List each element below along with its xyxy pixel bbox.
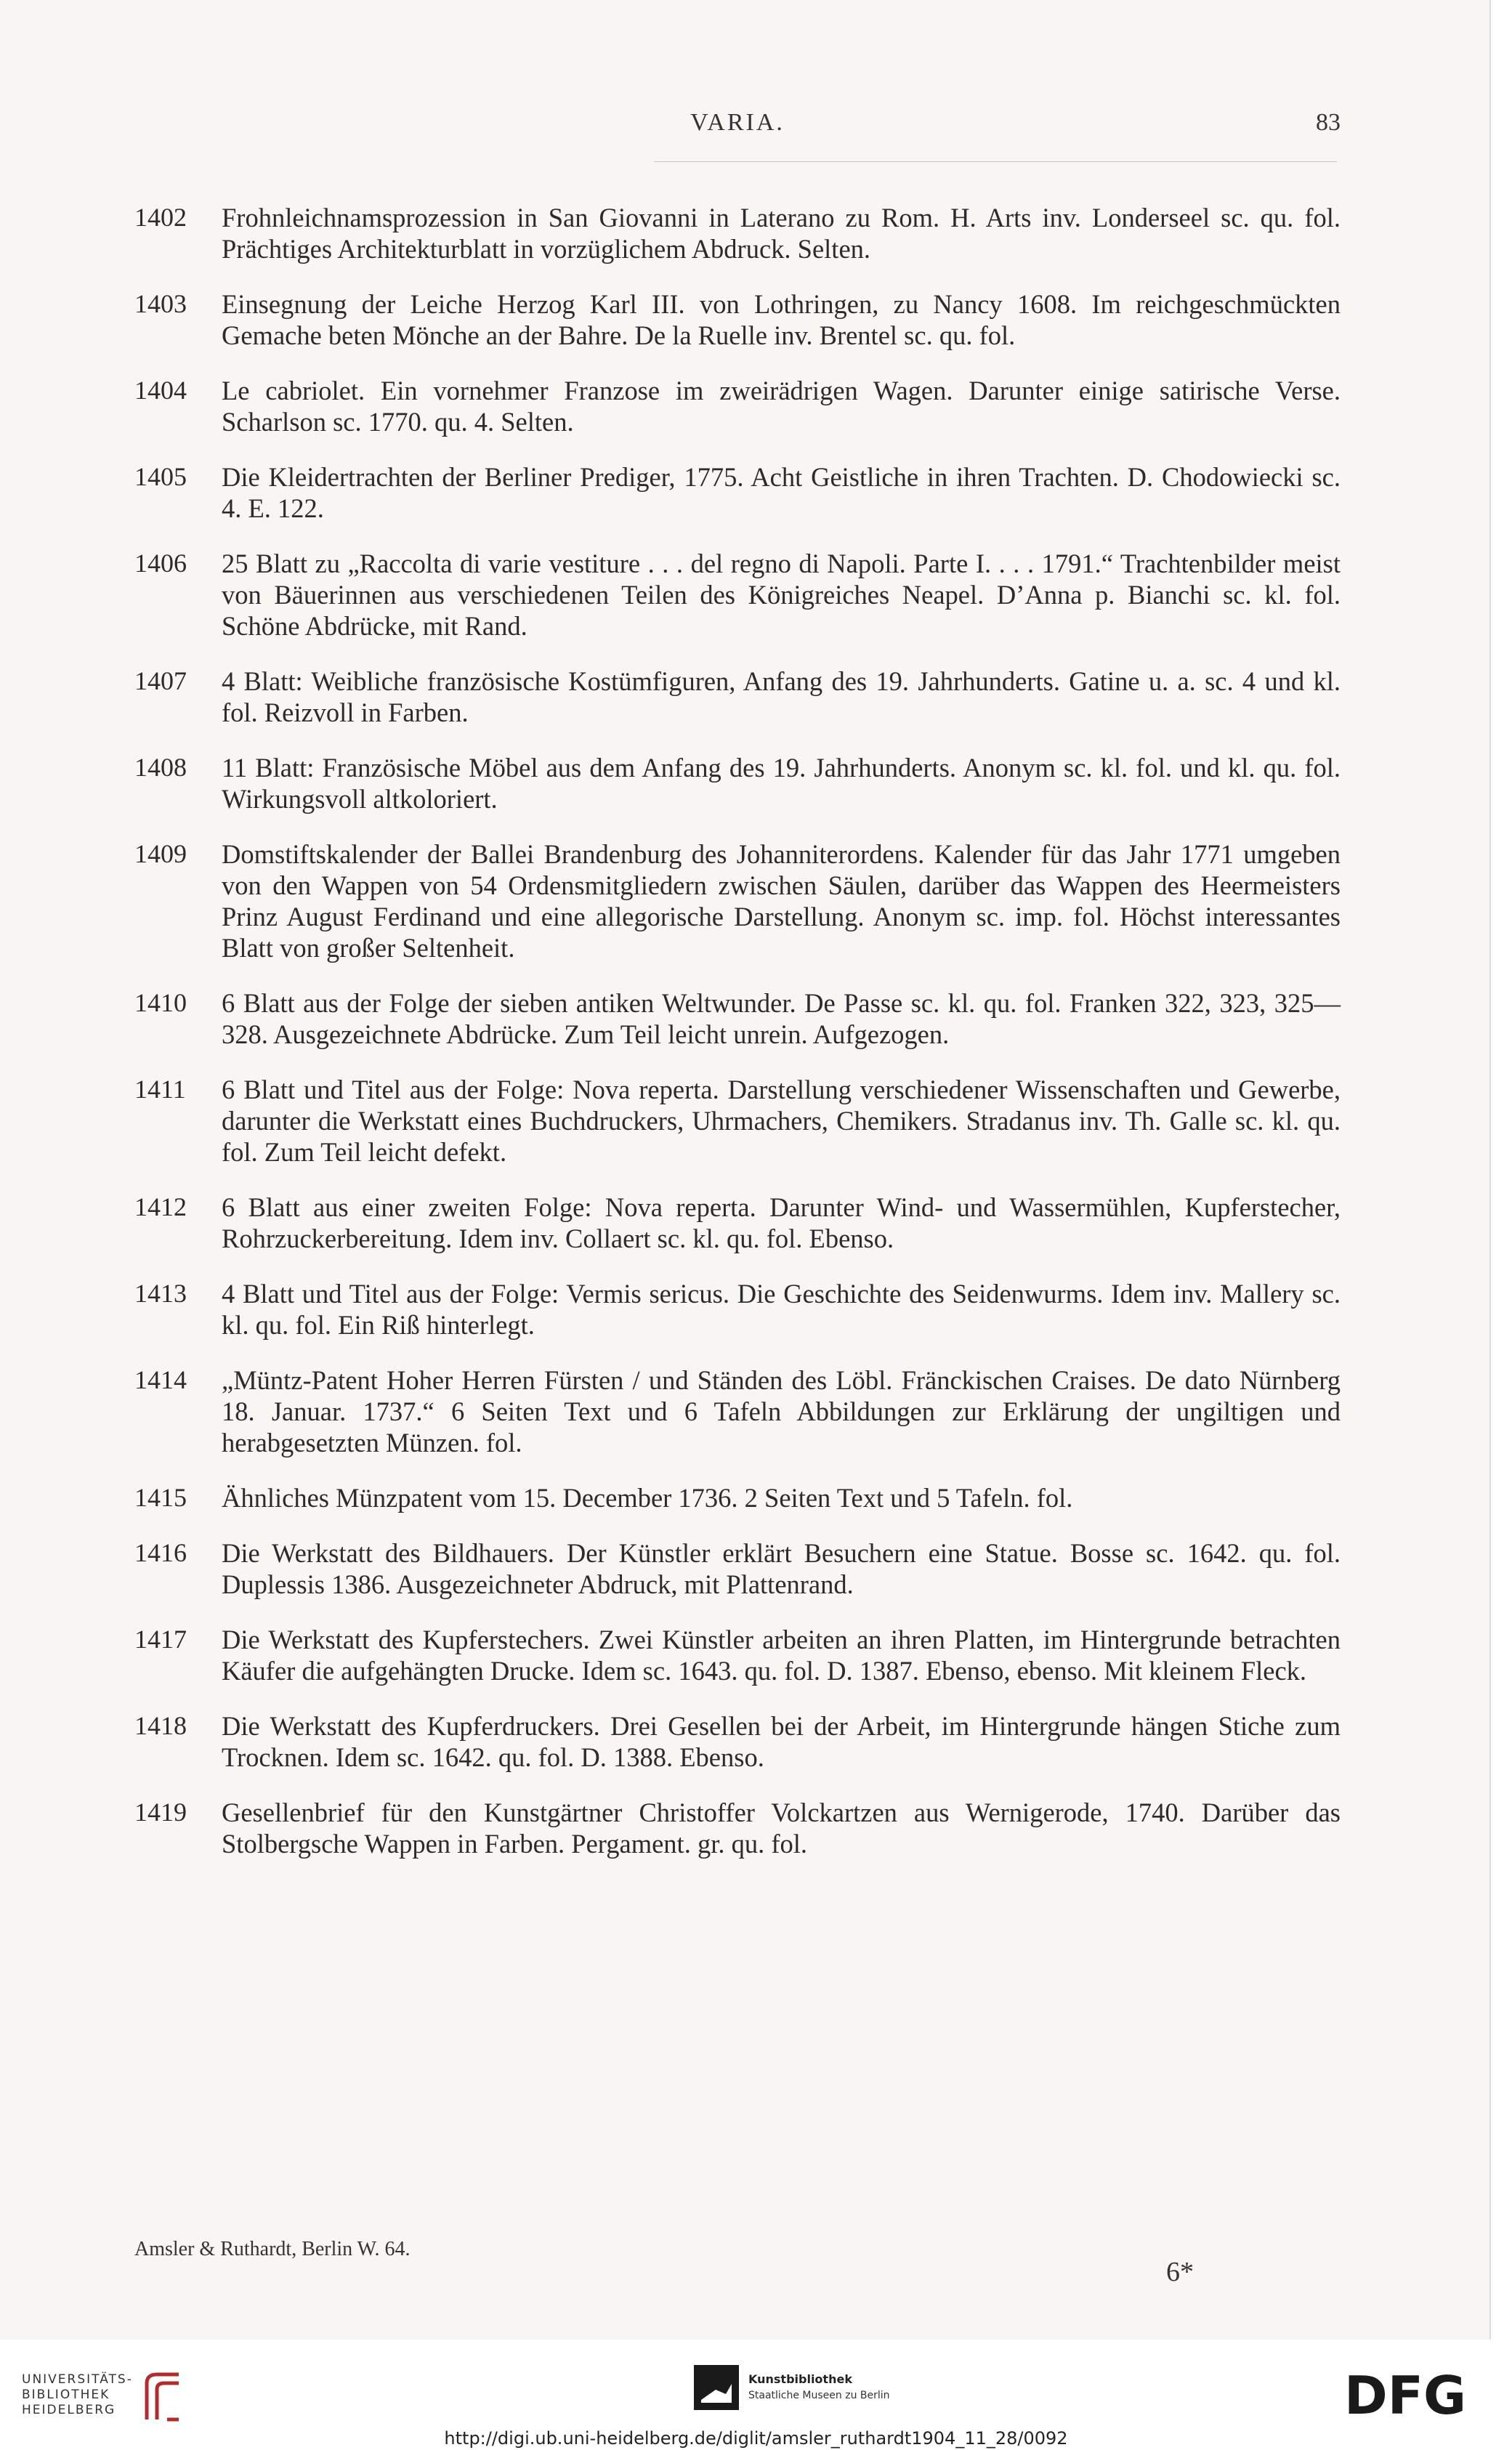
- catalog-entries: [134, 202, 1341, 1883]
- entry-number: 1407: [134, 666, 187, 695]
- dfg-logo[interactable]: [1344, 2369, 1489, 2419]
- entry-text: 6 Blatt und Titel aus der Folge: Nova reperta. Darstellung verschiedener Wissenschaften und Gewerbe, darunter die Werkstatt eines Buchdruckers, Uhrmachers, Chemikers. Stradanus inv. Th. Galle sc. kl. qu. fol. Zum Teil leicht defekt.: [222, 1075, 1341, 1167]
- catalog-entry: [134, 1074, 1341, 1168]
- museum-emblem-icon: [694, 2365, 739, 2410]
- kunstbibliothek-logo[interactable]: [694, 2365, 985, 2416]
- signature-mark: 6*: [1166, 2257, 1194, 2287]
- entry-number: 1406: [134, 549, 187, 578]
- catalog-entry: [134, 1624, 1341, 1686]
- catalog-entry: [134, 987, 1341, 1050]
- catalog-entry: [134, 1797, 1341, 1859]
- entry-text: 4 Blatt: Weibliche französische Kostümfiguren, Anfang des 19. Jahrhunderts. Gatine u. a. sc. 4 und kl. fol. Reizvoll in Farben.: [222, 666, 1341, 727]
- entry-number: 1419: [134, 1798, 187, 1827]
- catalog-entry: [134, 461, 1341, 524]
- museum-subtitle: Staatliche Museen zu Berlin: [748, 2390, 890, 2401]
- entry-text: 4 Blatt und Titel aus der Folge: Vermis sericus. Die Geschichte des Seidenwurms. Idem inv. Mallery sc. kl. qu. fol. Ein Riß hinterlegt.: [222, 1279, 1341, 1340]
- entry-number: 1408: [134, 753, 187, 782]
- entry-number: 1405: [134, 462, 187, 491]
- catalog-entry: [134, 375, 1341, 437]
- entry-text: Die Werkstatt des Kupferstechers. Zwei Künstler arbeiten an ihren Platten, im Hintergrunde betrachten Käufer die aufgehängten Drucke. Idem sc. 1643. qu. fol. D. 1387. Ebenso, ebenso. Mit kleinem Fleck.: [222, 1625, 1341, 1686]
- entry-text: 6 Blatt aus einer zweiten Folge: Nova reperta. Darunter Wind- und Wassermühlen, Kupferstecher, Rohrzuckerbereitung. Idem inv. Collaert sc. kl. qu. fol. Ebenso.: [222, 1192, 1341, 1253]
- entry-text: Die Kleidertrachten der Berliner Prediger, 1775. Acht Geistliche in ihren Trachten. D. Chodowiecki sc. 4. E. 122.: [222, 462, 1341, 523]
- catalog-entry: [134, 288, 1341, 351]
- page-header: [134, 109, 1341, 145]
- entry-text: 6 Blatt aus der Folge der sieben antiken Weltwunder. De Passe sc. kl. qu. fol. Franken 322, 323, 325—328. Ausgezeichnete Abdrücke. Zum Teil leicht unrein. Aufgezogen.: [222, 988, 1341, 1049]
- dfg-logo-text: DFG: [1344, 2369, 1467, 2419]
- running-title: VARIA.: [690, 109, 785, 136]
- catalog-entry: [134, 1482, 1341, 1513]
- entry-text: Einsegnung der Leiche Herzog Karl III. von Lothringen, zu Nancy 1608. Im reichgeschmückten Gemache beten Mönche an der Bahre. De la Ruelle inv. Brentel sc. qu. fol.: [222, 289, 1341, 350]
- catalog-entry: [134, 202, 1341, 264]
- catalog-entry: [134, 1537, 1341, 1600]
- entry-number: 1414: [134, 1365, 187, 1394]
- header-rule: [654, 161, 1337, 162]
- entry-number: 1412: [134, 1192, 187, 1221]
- entry-text: Frohnleichnamsprozession in San Giovanni in Laterano zu Rom. H. Arts inv. Londerseel sc. qu. fol. Prächtiges Architekturblatt in vorzüglichem Abdruck. Selten.: [222, 203, 1341, 264]
- entry-number: 1410: [134, 988, 187, 1017]
- entry-text: Gesellenbrief für den Kunstgärtner Christoffer Volckartzen aus Wernigerode, 1740. Darüber das Stolbergsche Wappen in Farben. Pergament. gr. qu. fol.: [222, 1798, 1341, 1859]
- entry-text: 25 Blatt zu „Raccolta di varie vestiture . . . del regno di Napoli. Parte I. . . . 1791.“ Trachtenbilder meist von Bäuerinnen aus verschiedenen Teilen des Königreiches Neapel. D’Anna p. Bianchi sc. kl. fol. Schöne Abdrücke, mit Rand.: [222, 549, 1341, 641]
- entry-text: „Müntz-Patent Hoher Herren Fürsten / und Ständen des Löbl. Fränckischen Craises. De dato Nürnberg 18. Januar. 1737.“ 6 Seiten Text und 6 Tafeln Abbildungen zur Erklärung der ungiltigen und herabgesetzten Münzen. fol.: [222, 1365, 1341, 1458]
- catalog-entry: [134, 1192, 1341, 1254]
- catalog-entry: [134, 1278, 1341, 1341]
- permalink-url[interactable]: http://digi.ub.uni-heidelberg.de/diglit/amsler_ruthardt1904_11_28/0092: [444, 2428, 1068, 2449]
- page-number: 83: [1316, 109, 1341, 136]
- entry-text: Die Werkstatt des Kupferdruckers. Drei Gesellen bei der Arbeit, im Hintergrunde hängen Stiche zum Trocknen. Idem sc. 1642. qu. fol. D. 1388. Ebenso.: [222, 1711, 1341, 1772]
- viewer-footer-bar: [0, 2340, 1512, 2449]
- entry-number: 1409: [134, 839, 187, 868]
- catalog-entry: [134, 838, 1341, 963]
- entry-number: 1402: [134, 203, 187, 232]
- entry-number: 1415: [134, 1483, 187, 1512]
- catalog-entry: [134, 752, 1341, 814]
- publisher-imprint: Amsler & Ruthardt, Berlin W. 64.: [134, 2238, 411, 2260]
- entry-number: 1418: [134, 1711, 187, 1740]
- entry-text: Ähnliches Münzpatent vom 15. December 1736. 2 Seiten Text und 5 Tafeln. fol.: [222, 1483, 1073, 1513]
- entry-text: Le cabriolet. Ein vornehmer Franzose im zweirädrigen Wagen. Darunter einige satirische Verse. Scharlson sc. 1770. qu. 4. Selten.: [222, 376, 1341, 437]
- entry-text: Die Werkstatt des Bildhauers. Der Künstler erklärt Besuchern eine Statue. Bosse sc. 1642. qu. fol. Duplessis 1386. Ausgezeichneter Abdruck, mit Plattenrand.: [222, 1538, 1341, 1599]
- catalog-entry: [134, 1710, 1341, 1773]
- museum-name: Kunstbibliothek: [748, 2372, 852, 2386]
- entry-number: 1411: [134, 1075, 186, 1104]
- university-emblem-icon: [138, 2369, 189, 2427]
- entry-number: 1413: [134, 1279, 187, 1308]
- entry-text: 11 Blatt: Französische Möbel aus dem Anfang des 19. Jahrhunderts. Anonym sc. kl. fol. und kl. qu. fol. Wirkungsvoll altkoloriert.: [222, 753, 1341, 814]
- entry-number: 1404: [134, 376, 187, 405]
- entry-number: 1416: [134, 1538, 187, 1567]
- entry-number: 1417: [134, 1625, 187, 1654]
- entry-text: Domstiftskalender der Ballei Brandenburg des Johanniterordens. Kalender für das Jahr 1771 umgeben von den Wappen von 54 Ordensmitgliedern zwischen Säulen, darüber das Wappen des Heermeisters Prinz August Ferdinand und eine allegorische Darstellung. Anonym sc. imp. fol. Höchst interessantes Blatt von großer Seltenheit.: [222, 839, 1341, 963]
- catalog-entry: [134, 548, 1341, 642]
- entry-number: 1403: [134, 289, 187, 318]
- catalog-entry: [134, 666, 1341, 728]
- university-logo-text: UNIVERSITÄTS-BIBLIOTHEK HEIDELBERG: [22, 2372, 133, 2417]
- catalog-entry: [134, 1365, 1341, 1458]
